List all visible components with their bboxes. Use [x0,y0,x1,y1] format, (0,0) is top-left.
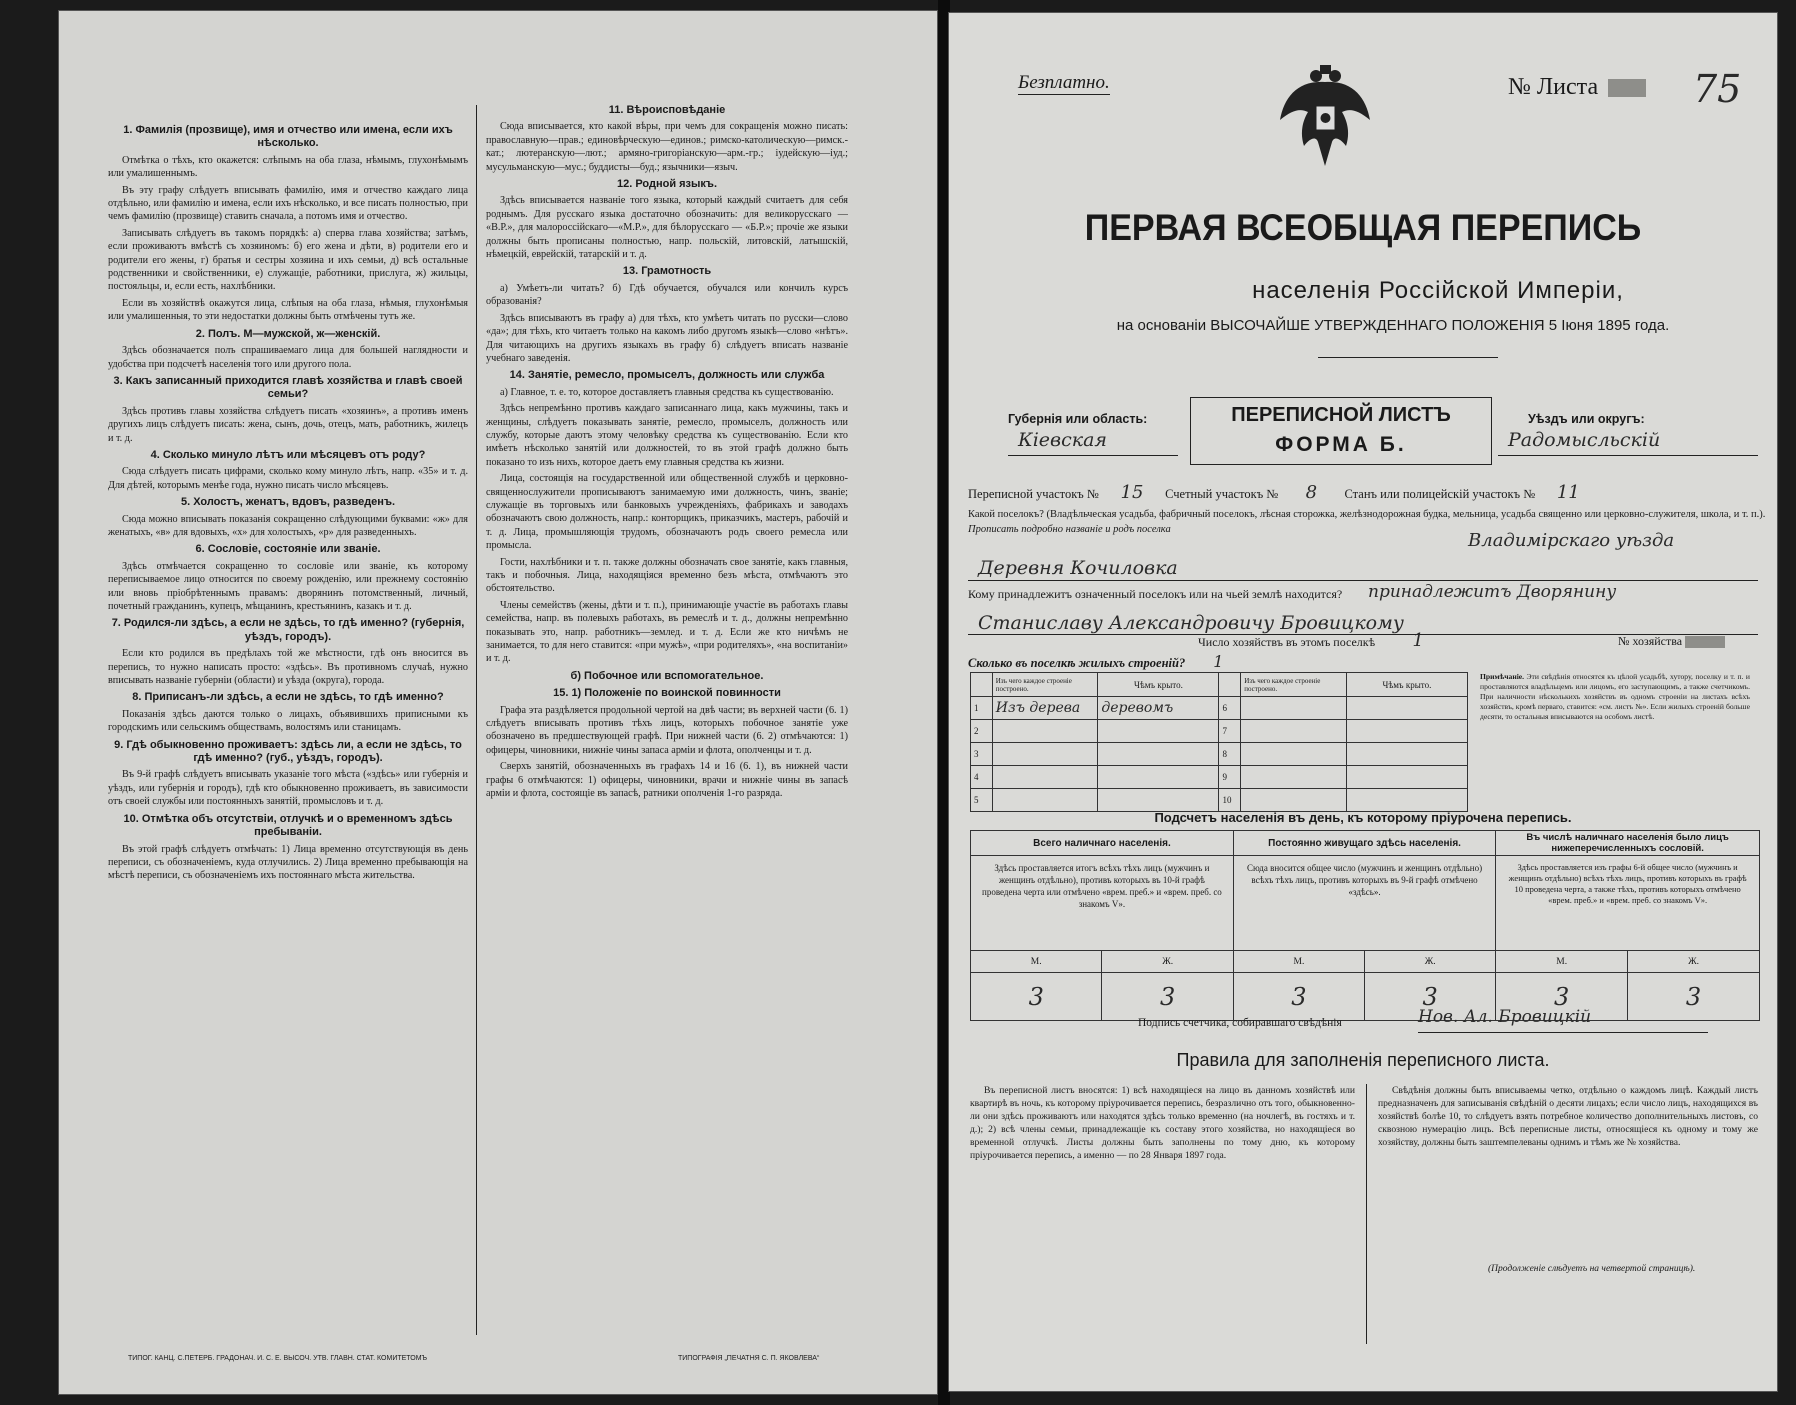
buildings-field [968,652,1248,671]
class-population-header: Въ числѣ наличнаго населенія было лицъ нижеперечисленныхъ сословій. [1496,831,1760,856]
households-value: 1 [1412,630,1424,651]
instruction-heading: 15. 1) Положеніе по воинской повинности [553,687,781,700]
female-header: Ж. [1365,951,1496,973]
building-row-number: 3 [971,743,993,766]
instruction-paragraph: Въ этой графѣ слѣдуетъ отмѣчать: 1) Лица временно отсутствующія въ день переписи, съ обозначеніемъ, куда отлучились. 2) Лица временно пребывающія на мѣстѣ переписи, съ обозначеніемъ ихъ постояннаго мѣста жительства. [108,843,468,882]
instruction-paragraph: Гости, нахлѣбники и т. п. также должны обозначать свое занятіе, какъ главныя, такъ и побочныя. Лица, находящіяся временно безъ мѣста, отмѣчаютъ это обстоятельство. [486,556,848,595]
household-number-stamp [1685,636,1725,648]
instruction-heading: 3. Какъ записанный приходится главѣ хозяйства и главѣ своей семьи? [113,374,463,401]
title-rule [1318,357,1498,358]
population-count-title: Подсчетъ населенія въ день, къ которому пріурочена перепись. [1154,810,1572,825]
census-subtitle: населенія Россійской Имперіи, [1252,277,1624,304]
building-row-number: 6 [1219,697,1241,720]
rules-column-left [970,1084,1355,1165]
male-header: М. [1496,951,1628,973]
instruction-paragraph: Сюда слѣдуетъ писать цифрами, сколько кому минуло лѣтъ, напр. «35» и т. д. Для дѣтей, которымъ менѣе года, нужно писать число мѣсяцевъ. [108,466,468,491]
building-row-number: 4 [971,766,993,789]
roof-header-right: Чѣмъ крыто. [1346,673,1467,697]
instruction-heading: 6. Сословіе, состояніе или званіе. [195,543,381,556]
instruction-heading: 2. Полъ. М—мужской, ж—женскій. [195,327,381,340]
buildings-note [1480,672,1750,722]
form-name: ФОРМА Б. [1275,433,1407,456]
imperial-eagle-emblem [1278,62,1373,172]
district-line [968,482,1768,503]
class-population-desc: Здѣсь проставляется изъ графы 6-й общее число (мужчинъ и женщинъ отдѣльно) всѣхъ тѣхъ лицъ, противъ которыхъ въ графѣ 10 проведена черта, а также тѣхъ, противъ которыхъ отмѣчено «врем. преб.» и «врем. преб. со знакомъ V». [1496,856,1760,951]
instruction-heading: 9. Гдѣ обыкновенно проживаетъ: здѣсь ли, а если не здѣсь, то гдѣ именно? (губ., уѣздъ, городъ). [114,738,462,765]
instruction-heading: 8. Приписанъ-ли здѣсь, а если не здѣсь, то гдѣ именно? [132,691,444,704]
building-row-number: 1 [971,697,993,720]
enumerator-signature: Нов. Ал. Бровицкій [1418,1007,1592,1027]
uezd-value: Радомысльскій [1508,429,1661,451]
police-district-value: 11 [1556,482,1580,503]
instruction-heading: 10. Отмѣтка объ отсутствіи, отлучкѣ и о временномъ здѣсь пребываніи. [123,812,453,839]
buildings-label: Сколько въ поселкѣ жилыхъ строеній? [968,656,1186,670]
sheet-number-label: № Листа [1508,74,1599,100]
instruction-paragraph: Если въ хозяйствѣ окажутся лица, слѣпыя на оба глаза, нѣмыя, глухонѣмыя или умалишенныя, то эти недостатки должны быть отмѣчены тутъ же. [108,297,468,323]
form-title-box [1190,397,1492,465]
note-title: Примѣчаніе. [1480,672,1525,681]
enum-district-value: 15 [1120,482,1144,503]
instruction-paragraph: Если кто родился въ предѣлахъ той же мѣстности, гдѣ онъ вносится въ перепись, то нужно написать просто: «здѣсь». Въ противномъ случаѣ, нужно вписывать названіе губерніи (области) и уѣзда (округа), города. [108,648,468,687]
total-population-header: Всего наличнаго населенія. [971,831,1234,856]
instruction-heading: 4. Сколько минуло лѣтъ или мѣсяцевъ отъ роду? [150,448,426,461]
count-district-label: Счетный участокъ № [1165,487,1279,501]
instruction-paragraph: Лица, состоящія на государственной или общественной службѣ и церковно-священнослужители прописываютъ занимаемую ими должность, чинъ, званіе; служащіе въ торговыхъ или банковыхъ учрежденіяхъ, фабрикахъ и заводахъ обозначаютъ свою должность, напр.: конторщикъ, приказчикъ, мастеръ, рабочій и т. д. Лица, промышляющія трудомъ, обозначаютъ родъ своего ремесла или промысла. [486,473,848,552]
printer-mark-left: ТИПОГ. КАНЦ. С.ПЕТЕРБ. ГРАДОНАЧ. И. С. Е. ВЫСОЧ. УТВ. ГЛАВН. СТАТ. КОМИТЕТОМЪ [128,1355,428,1362]
total-female-count: 3 [1102,973,1233,1021]
instruction-heading: 13. Грамотность [622,265,712,278]
instruction-heading: 5. Холостъ, женатъ, вдовъ, разведенъ. [180,496,396,509]
rules-left-text: Въ переписной листъ вносятся: 1) всѣ находящіеся на лицо въ данномъ хозяйствѣ или квартирѣ въ ночь, къ которому пріурочивается перепись, безразлично отъ того, обыкновенно-ли они здѣсь проживаютъ или находятся здѣсь только временно (на ночлегѣ, въ гостяхъ и т. д.); 2) всѣ члены семьи, принадлежащіе къ составу этого хозяйства, но находящіеся во временной отлучкѣ. Листы должны быть заполнены по тому дню, къ которому пріурочивается перепись, а именно — по 28 Января 1897 года. [970,1085,1355,1161]
enum-district-label: Переписной участокъ № [968,487,1099,501]
enumerator-signature-label: Подпись счетчика, собиравшаго свѣдѣнія [1138,1017,1342,1029]
population-count-table [970,830,1760,1021]
instruction-paragraph: Члены семействъ (жены, дѣти и т. п.), принимающіе участіе въ работахъ главы семейства, напр. въ полевыхъ работахъ, въ ремеслѣ и т. д., должны непремѣнно показывать это, напр. работникъ—землед. и т. д. Если же кто ничѣмъ не занимается, то для него ставится: «при мужѣ», «при родителяхъ», «на воспитаніи» и т. д. [486,599,848,665]
female-header: Ж. [1628,951,1760,973]
instruction-heading: 7. Родился-ли здѣсь, а если не здѣсь, то гдѣ именно? (губернія, уѣздъ, городъ). [111,617,465,643]
instruction-paragraph: а) Умѣетъ-ли читать? б) Гдѣ обучается, обучался или кончилъ курсъ образованія? [486,282,848,308]
uezd-label: Уѣздъ или округъ: [1528,412,1645,426]
total-population-desc: Здѣсь проставляется итогъ всѣхъ тѣхъ лицъ (мужчинъ и женщинъ отдѣльно), противъ которыхъ въ 10-й графѣ проведена черта или отмѣчено «врем. преб.» и «врем. преб. со знакомъ V». [971,856,1234,951]
instruction-paragraph: Здѣсь отмѣчается сокращенно то сословіе или званіе, къ которому переписываемое лицо относится по своему рожденію, или прежнему состоянію или вновь пріобрѣтеннымъ правамъ: дворянинъ потомственный, личный, почетный гражданинъ, купецъ, мѣщанинъ, крестьянинъ, казакъ и т. д. [108,560,468,612]
female-header: Ж. [1102,951,1233,973]
building-roof-value: деревомъ [1098,697,1219,720]
sheet-number-field [1508,74,1650,101]
material-header-left: Изъ чего каждое строеніе построено. [992,673,1098,697]
instruction-heading: б) Побочное или вспомогательное. [570,669,764,682]
settlement-type-hint: Прописать подробно названіе и родъ поселка [968,524,1171,535]
buildings-table [970,672,1468,812]
settlement-value-b: Деревня Кочиловка [978,557,1178,579]
rules-title: Правила для заполненія переписного листа. [1176,1050,1550,1070]
census-main-title: ПЕРВАЯ ВСЕОБЩАЯ ПЕРЕПИСЬ [1084,207,1642,248]
resident-population-desc: Сюда вносится общее число (мужчинъ и женщинъ отдѣльно) всѣхъ тѣхъ лицъ, противъ которыхъ въ 9-й графѣ отмѣчено «здѣсь». [1233,856,1495,951]
census-legal-basis: на основаніи ВЫСОЧАЙШЕ УТВЕРЖДЕННАГО ПОЛОЖЕНІЯ 5 Іюня 1895 года. [1116,317,1670,334]
instruction-paragraph: Здѣсь непремѣнно противъ каждаго записаннаго лица, какъ мужчины, такъ и женщины, слѣдуетъ показывать занятіе, ремесло, промыселъ, должность или службу, которые даютъ этому человѣку средства къ существованію. Если кто имѣетъ нѣсколько занятій или должностей, то въ этой графѣ должно быть показано то изъ нихъ, которое даетъ ему главныя средства къ жизни. [486,403,848,468]
building-row-number: 7 [1219,720,1241,743]
building-row-number: 9 [1219,766,1241,789]
sheet-number-stamp [1608,79,1646,97]
building-material-value: Изъ дерева [992,697,1098,720]
resident-male-count: 3 [1233,973,1364,1021]
form-title: ПЕРЕПИСНОЙ ЛИСТЪ [1231,404,1451,426]
class-male-count: 3 [1496,973,1628,1021]
household-number-field [1618,634,1725,649]
instruction-paragraph: Здѣсь противъ главы хозяйства слѣдуетъ писать «хозяинъ», а противъ именъ другихъ лицъ слѣдуетъ писать: жена, сынъ, дочь, отецъ, мать, работникъ, жилецъ и т. д. [108,405,468,444]
printer-mark-right: ТИПОГРАФІЯ „ПЕЧАТНЯ С. П. ЯКОВЛЕВА“ [678,1355,820,1362]
building-row-number: 5 [971,789,993,812]
resident-population-header: Постоянно живущаго здѣсь населенія. [1233,831,1495,856]
continued-note: (Продолженіе слѣдуетъ на четвертой страницѣ). [1488,1264,1696,1274]
instruction-paragraph: Сюда можно вписывать показанія сокращенно слѣдующими буквами: «ж» для женатыхъ, «в» для вдовыхъ, «х» для холостыхъ, «р» для разведенныхъ. [108,513,468,538]
instruction-heading: 14. Занятіе, ремесло, промыселъ, должность или служба [509,369,825,382]
resident-female-count: 3 [1365,973,1496,1021]
settlement-type-label: Какой поселокъ? (Владѣльческая усадьба, фабричный поселокъ, лѣсная сторожка, желѣзнодорожная будка, мельница, усадьба священно или церковно-служителя, школа, и т. п.). [968,509,1766,520]
material-header-right: Изъ чего каждое строеніе построено. [1241,673,1347,697]
households-field [1198,630,1458,651]
rules-right-text: Свѣдѣнія должны быть вписываемы четко, отдѣльно о каждомъ лицѣ. Каждый листъ предназначенъ для записыванія свѣдѣній о десяти лицахъ; если число лицъ, находящихся въ хозяйствѣ болѣе 10, то слѣдуетъ взять потребное количество дополнительныхъ листовъ, со сквозною нумерацію лицъ. Всѣ переписные листы, относящіеся къ одному и тому же хозяйству, должны быть заштемпелеваны однимъ и тѣмъ же № хозяйства. [1378,1085,1758,1148]
census-form-page [948,12,1778,1392]
police-district-label: Станъ или полицейскій участокъ № [1344,487,1536,501]
instruction-paragraph: а) Главное, т. е. то, которое доставляетъ главныя средства къ существованію. [500,386,834,398]
instruction-paragraph: Здѣсь вписывается названіе того языка, который каждый считаетъ для себя роднымъ. Для русскаго языка достаточно обозначить: для великорусскаго — «В.Р.», для малороссійскаго—«М.Р.», для бѣлорусскаго — «Б.Р.»; прочіе же языки должны быть прописаны полностью, напр. польскій, литовскій, латышскій, нѣмецкій, еврейскій, татарскій и т. д. [486,195,848,261]
male-header: М. [1233,951,1364,973]
settlement-value-a: Владимірскаго уѣзда [1468,530,1675,551]
gubernia-label: Губернія или область: [1008,412,1148,426]
instruction-paragraph: Сверхъ занятій, обозначенныхъ въ графахъ 14 и 16 (6. 1), въ нижней части графы 6 отмѣчаются: 1) офицеры, чиновники, врачи и нижніе чины въ запасѣ армiи и флота, состоящіе въ запасѣ, ратники ополченія 1-го разряда. [486,761,848,800]
households-label: Число хозяйствъ въ этомъ поселкѣ [1198,635,1376,649]
instruction-paragraph: Записывать слѣдуетъ въ такомъ порядкѣ: а) сперва глава хозяйства; затѣмъ, если проживаютъ вмѣстѣ съ хозяиномъ: б) его жена и дѣти, в) родители его и родители его жены, г) братья и сестры хозяина и ихъ семьи, д) всѣ остальные родственники и свойственники, е) служащіе, работники, прислуга, ж) жильцы, постояльцы, и, если есть, нахлѣбники. [108,227,468,293]
instruction-paragraph: Въ 9-й графѣ слѣдуетъ вписывать указаніе того мѣста («здѣсь» или губернія и уѣздъ, или губернія и городъ), гдѣ кто обыкновенно проживаетъ, въ зависимости отъ своей службы или постоянныхъ занятій, промысловъ и т. д. [108,769,468,808]
building-row-number: 10 [1219,789,1241,812]
instruction-paragraph: Графа эта раздѣляется продольной чертой на двѣ части; въ верхней части (6. 1) слѣдуетъ вписывать противъ тѣхъ лицъ, которыхъ побочное занятіе уже обозначено въ предшествующей графѣ. При нижней части (6. 2) отмѣчаются: 1) офицеры, чиновники, нижніе чины запаса армiи и флота, ополченцы и т. д. [486,704,848,756]
roof-header-left: Чѣмъ крыто. [1098,673,1219,697]
instruction-paragraph: Показанія здѣсь даются только о лицахъ, объявившихъ приписными къ городскимъ или сельскимъ обществамъ, волостямъ или станицамъ. [108,708,468,734]
left-page-instructions [58,10,938,1395]
owner-value-b: Станиславу Александровичу Бровицкому [978,612,1404,634]
instruction-paragraph: Отмѣтка о тѣхъ, кто окажется: слѣпымъ на оба глаза, нѣмымъ, глухонѣмымъ или умалишеннымъ. [108,154,468,180]
total-male-count: 3 [971,973,1102,1021]
instructions-column-2 [486,100,848,1350]
household-number-label: № хозяйства [1618,634,1683,648]
owner-value-a: принадлежитъ Дворянину [1368,582,1617,602]
building-row-number: 8 [1219,743,1241,766]
instruction-paragraph: Въ эту графу слѣдуетъ вписывать фамилію, имя и отчество каждаго лица отдѣльно, или фамилію и имена, если ихъ нѣсколько, и все писать полностью, при чемъ фамилію (прозвище) ставить сначала, а потомъ имя и отчество. [108,184,468,223]
instruction-paragraph: Здѣсь вписываютъ въ графу а) для тѣхъ, кто умѣетъ читать по русски—слово «да»; для тѣхъ, кто читаетъ только на какомъ либо другомъ языкѣ—слово «нѣтъ». Для читающихъ на другихъ языкахъ въ графу б) слѣдуетъ вписать названіе учебнаго заведенія. [486,312,848,364]
sheet-number-handwritten: 75 [1693,67,1742,111]
column-divider [476,105,477,1335]
rules-column-right [1378,1084,1758,1152]
instruction-heading: 1. Фамилія (прозвище), имя и отчество или имена, если ихъ нѣсколько. [123,124,453,150]
class-female-count: 3 [1628,973,1760,1021]
count-district-value: 8 [1305,482,1318,503]
free-label: Безплатно. [1018,72,1110,93]
building-row-number: 2 [971,720,993,743]
buildings-value: 1 [1213,652,1224,671]
form-header-row [968,397,1758,465]
instruction-paragraph: Здѣсь обозначается полъ спрашиваемаго лица для большей наглядности и удобства при подсчетѣ населенія того или другого пола. [108,345,468,370]
note-text: Эти свѣдѣнія относятся къ цѣлой усадьбѣ, хутору, поселку и т. п. и проставляются владѣльцемъ или лицомъ, его заступающимъ, а также счетчикомъ. При наличности нѣсколькихъ хозяйствъ въ одномъ строеніи на листахъ всѣхъ хозяйствъ, кромѣ перваго, ставится: «см. листъ №». Если жилыхъ строеній больше десяти, то остальныя вписываются на особомъ листѣ. [1480,672,1750,721]
male-header: М. [971,951,1102,973]
instruction-paragraph: Сюда вписывается, кто какой вѣры, при чемъ для сокращенія можно писать: православную—прав.; единовѣрческую—единов.; римско-католическую—римск.-кат.; лютеранскую—лют.; армяно-григоріанскую—арм.-гр.; іудейскую—іуд.; мусульманскую—мус.; буддисты—буд.; язычники—языч. [486,121,848,173]
owner-label: Кому принадлежитъ означенный поселокъ или на чьей землѣ находится? [968,587,1343,601]
instruction-heading: 11. Вѣроисповѣданіе [608,104,726,116]
gubernia-value: Кіевская [1018,429,1107,451]
instruction-heading: 12. Родной языкъ. [616,178,717,191]
instructions-column-1 [108,120,468,1360]
